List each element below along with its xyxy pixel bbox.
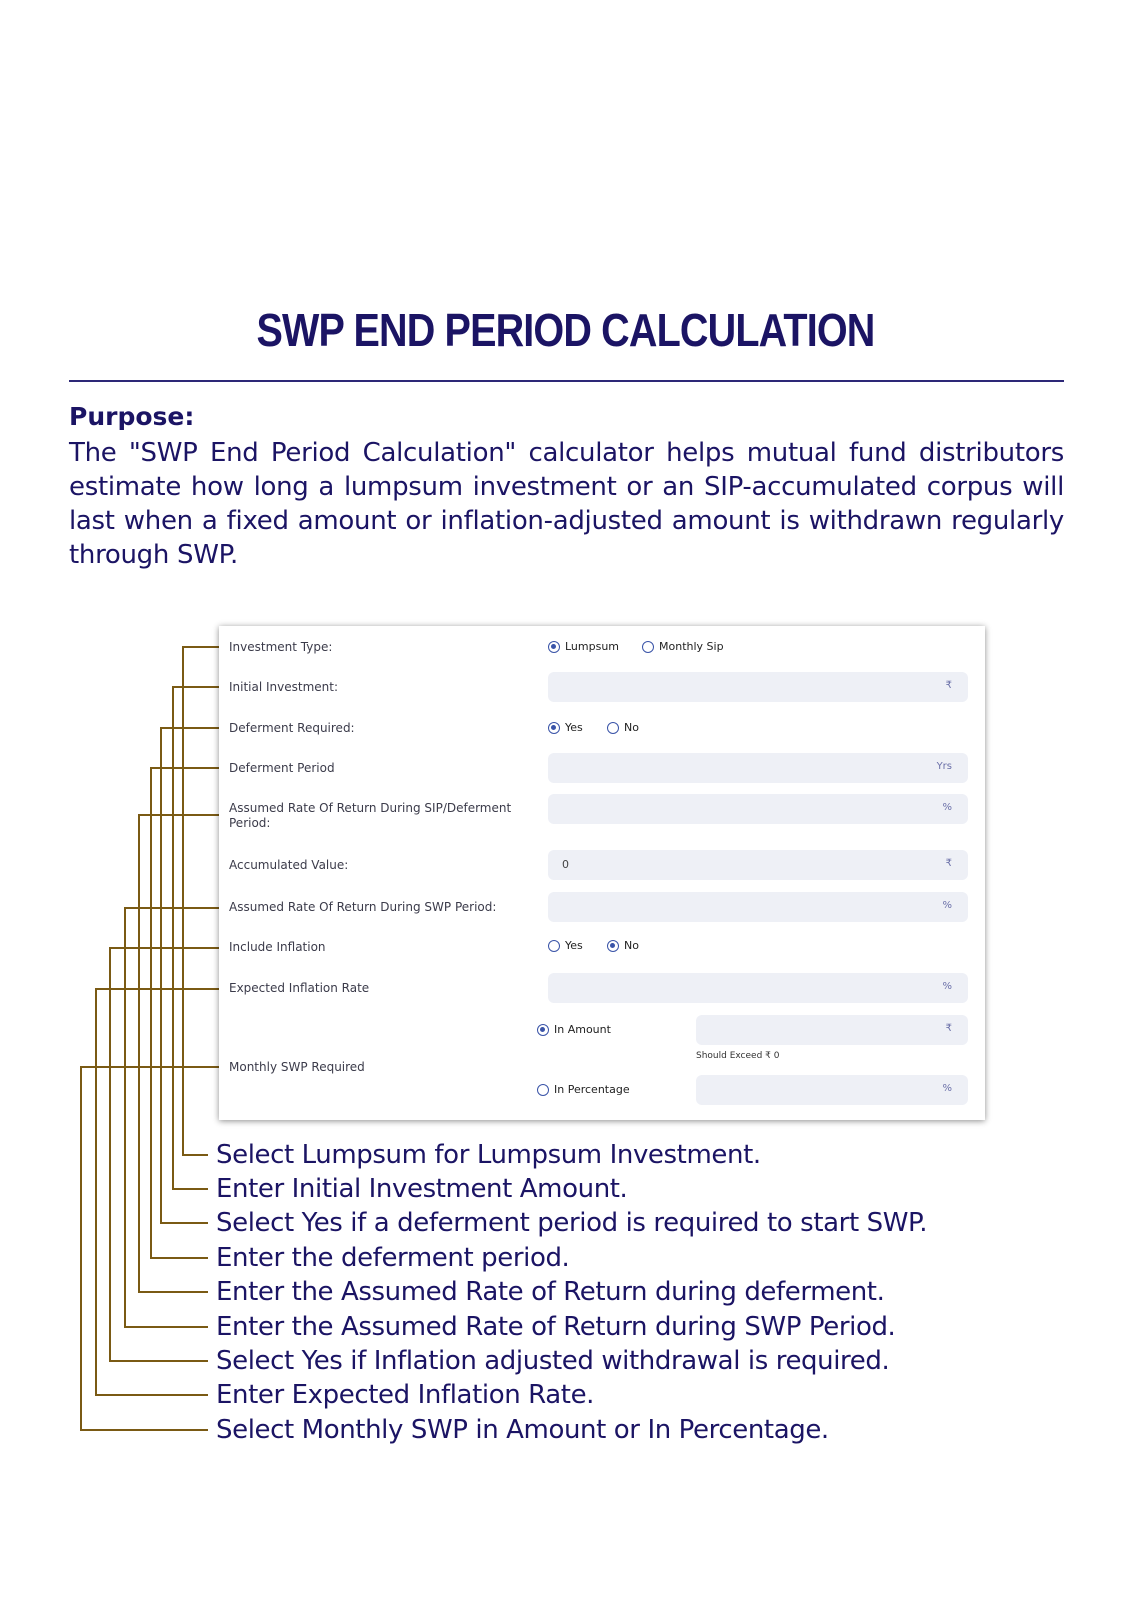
swp-percentage-input[interactable] <box>696 1075 968 1105</box>
deferment-period-label: Deferment Period <box>229 761 335 775</box>
percent-unit: % <box>942 981 952 992</box>
radio-unchecked-icon <box>607 722 619 734</box>
radio-unchecked-icon <box>548 940 560 952</box>
radio-monthly-sip[interactable] <box>642 640 724 653</box>
instruction-2: Enter Initial Investment Amount. <box>216 1174 628 1204</box>
connector-line-8 <box>96 989 219 1395</box>
instruction-7: Select Yes if Inflation adjusted withdrawal is required. <box>216 1346 890 1376</box>
connector-line-2 <box>173 687 219 1189</box>
instruction-8: Enter Expected Inflation Rate. <box>216 1380 595 1410</box>
radio-deferment-no-label: No <box>624 721 639 734</box>
radio-inflation-no-label: No <box>624 939 639 952</box>
radio-unchecked-icon <box>642 641 654 653</box>
initial-investment-input[interactable] <box>548 672 968 702</box>
page-title: SWP END PERIOD CALCULATION <box>256 304 875 356</box>
radio-in-amount[interactable] <box>537 1023 611 1036</box>
monthly-swp-label: Monthly SWP Required <box>229 1060 365 1074</box>
accumulated-value-label: Accumulated Value: <box>229 858 349 872</box>
instruction-4: Enter the deferment period. <box>216 1243 570 1273</box>
radio-lumpsum-label: Lumpsum <box>565 640 620 653</box>
radio-lumpsum[interactable] <box>548 640 619 653</box>
investment-type-label: Investment Type: <box>229 640 333 654</box>
radio-inflation-yes-label: Yes <box>565 939 583 952</box>
rate-swp-input[interactable] <box>548 892 968 922</box>
percent-unit: % <box>942 802 952 813</box>
radio-checked-icon <box>548 722 560 734</box>
instruction-6: Enter the Assumed Rate of Return during SWP Period. <box>216 1312 896 1342</box>
swp-amount-hint: Should Exceed ₹ 0 <box>696 1051 780 1061</box>
radio-inflation-yes[interactable] <box>548 939 583 952</box>
accumulated-value-input[interactable] <box>548 850 968 880</box>
radio-deferment-yes-label: Yes <box>565 721 583 734</box>
rate-sip-input[interactable] <box>548 794 968 824</box>
percent-unit: % <box>942 1083 952 1094</box>
connector-line-1 <box>183 647 219 1155</box>
rate-swp-label: Assumed Rate Of Return During SWP Period: <box>229 900 497 914</box>
years-unit: Yrs <box>936 761 952 772</box>
radio-checked-icon <box>548 641 560 653</box>
radio-deferment-yes[interactable] <box>548 721 583 734</box>
initial-investment-label: Initial Investment: <box>229 680 339 694</box>
radio-unchecked-icon <box>537 1084 549 1096</box>
radio-inflation-no[interactable] <box>607 939 639 952</box>
deferment-required-label: Deferment Required: <box>229 721 355 735</box>
include-inflation-label: Include Inflation <box>229 940 326 954</box>
purpose-heading: Purpose: <box>69 402 195 431</box>
connector-line-3 <box>161 728 219 1223</box>
radio-checked-icon <box>537 1024 549 1036</box>
percent-unit: % <box>942 900 952 911</box>
radio-checked-icon <box>607 940 619 952</box>
radio-in-amount-label: In Amount <box>554 1023 611 1036</box>
radio-monthly-sip-label: Monthly Sip <box>659 640 724 653</box>
rate-sip-label: Assumed Rate Of Return During SIP/Deferment Period: <box>229 801 512 830</box>
rupee-icon: ₹ <box>945 858 952 869</box>
radio-in-percentage-label: In Percentage <box>554 1083 630 1096</box>
radio-in-percentage[interactable] <box>537 1083 630 1096</box>
instruction-5: Enter the Assumed Rate of Return during deferment. <box>216 1277 885 1307</box>
purpose-text: The "SWP End Period Calculation" calculator helps mutual fund distributors estimate how long a lumpsum investment or an SIP-accumulated corpus will last when a fixed amount or inflation-adjusted amount is withdrawn regularly through SWP. <box>69 438 1064 570</box>
inflation-rate-label: Expected Inflation Rate <box>229 981 370 995</box>
swp-amount-input[interactable] <box>696 1015 968 1045</box>
deferment-period-input[interactable] <box>548 753 968 783</box>
calculator-form <box>219 626 985 1120</box>
radio-deferment-no[interactable] <box>607 721 639 734</box>
instruction-9: Select Monthly SWP in Amount or In Percentage. <box>216 1415 829 1445</box>
accumulated-value: 0 <box>562 858 569 871</box>
instruction-1: Select Lumpsum for Lumpsum Investment. <box>216 1140 761 1170</box>
rupee-icon: ₹ <box>945 1023 952 1034</box>
rupee-icon: ₹ <box>945 680 952 691</box>
inflation-rate-input[interactable] <box>548 973 968 1003</box>
instruction-3: Select Yes if a deferment period is required to start SWP. <box>216 1208 928 1238</box>
